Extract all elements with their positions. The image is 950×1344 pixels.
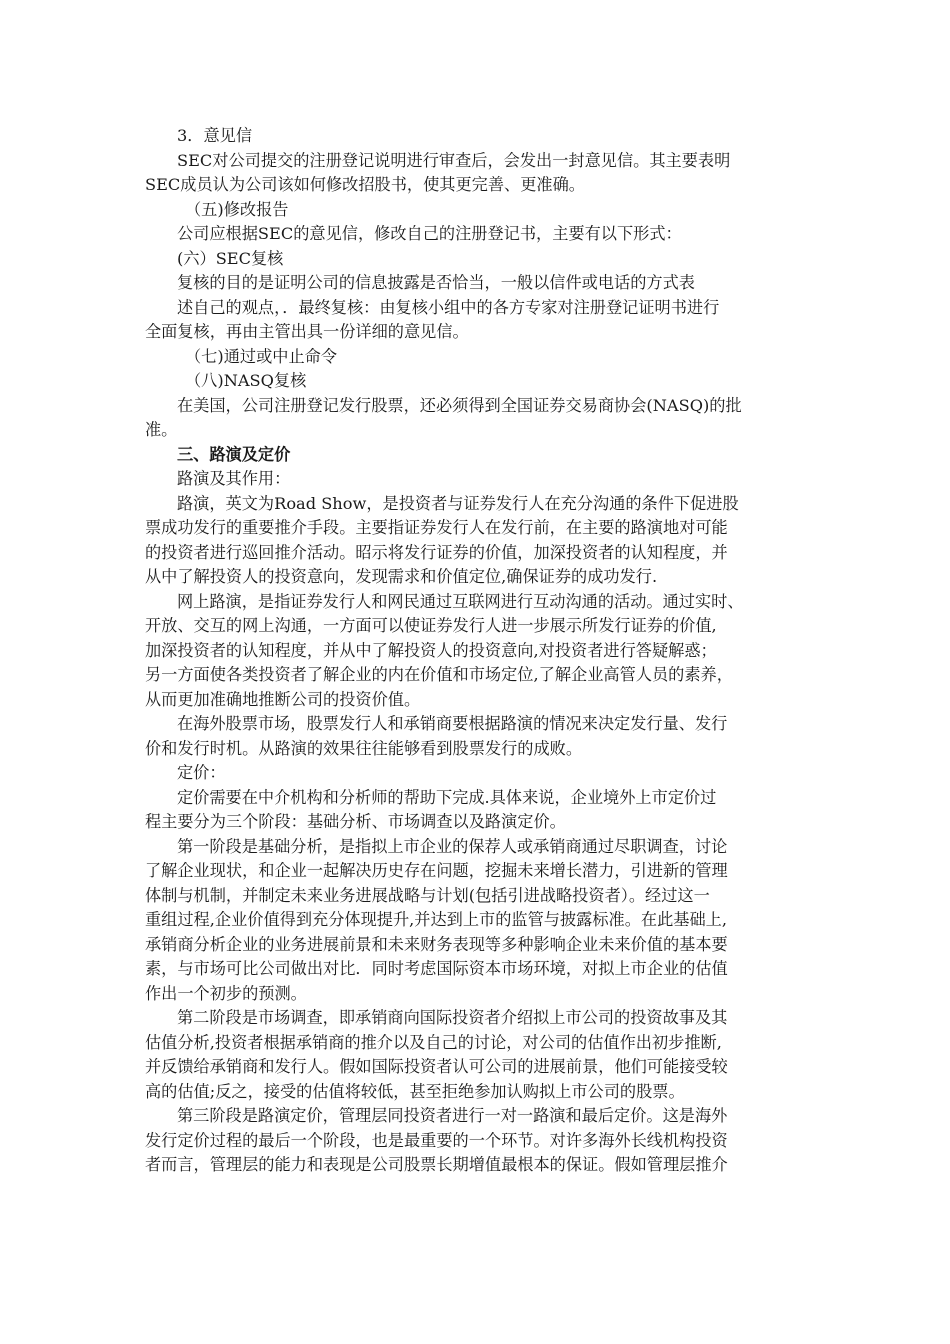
text-line: 路演，英文为Road Show，是投资者与证券发行人在充分沟通的条件下促进股 <box>177 493 739 513</box>
section-heading: 三、路演及定价 <box>177 444 291 464</box>
text-line: 高的估值;反之，接受的估值将较低，甚至拒绝参加认购拟上市公司的股票。 <box>145 1081 685 1101</box>
text-line: 第三阶段是路演定价，管理层同投资者进行一对一路演和最后定价。这是海外 <box>177 1106 728 1125</box>
text-line: 准。 <box>145 420 178 439</box>
text-line: 在海外股票市场，股票发行人和承销商要根据路演的情况来决定发行量、发行 <box>177 714 728 733</box>
text-line: 定价： <box>177 763 226 782</box>
text-line: 述自己的观点，．最终复核：由复核小组中的各方专家对注册登记证明书进行 <box>177 297 720 317</box>
text-line: 开放、交互的网上沟通，一方面可以使证券发行人进一步展示所发行证券的价值, <box>145 616 717 635</box>
text-line: 3．意见信 <box>177 126 253 145</box>
text-line: 者而言，管理层的能力和表现是公司股票长期增值最根本的保证。假如管理层推介 <box>145 1155 728 1174</box>
text-line: 了解企业现状，和企业一起解决历史存在问题，挖掘未来增长潜力，引进新的管理 <box>145 861 728 880</box>
text-line: 定价需要在中介机构和分析师的帮助下完成.具体来说，企业境外上市定价过 <box>177 787 717 807</box>
text-line: 并反馈给承销商和发行人。假如国际投资者认可公司的进展前景，他们可能接受较 <box>145 1057 728 1076</box>
text-line: 复核的目的是证明公司的信息披露是否恰当，一般以信件或电话的方式表 <box>177 273 695 292</box>
text-line: 估值分析,投资者根据承销商的推介以及自己的讨论，对公司的估值作出初步推断, <box>145 1032 722 1052</box>
text-line: 从中了解投资人的投资意向，发现需求和价值定位,确保证券的成功发行. <box>145 567 658 586</box>
text-line: 素，与市场可比公司做出对比．同时考虑国际资本市场环境，对拟上市企业的估值 <box>145 959 728 978</box>
text-line: 作出一个初步的预测。 <box>145 983 307 1003</box>
text-line: （五)修改报告 <box>185 199 289 219</box>
text-line: SEC对公司提交的注册登记说明进行审查后，会发出一封意见信。其主要表明 <box>177 150 731 170</box>
text-line: SEC成员认为公司该如何修改招股书，使其更完善、更准确。 <box>145 175 585 194</box>
text-line: 重组过程,企业价值得到充分体现提升,并达到上市的监管与披露标准。在此基础上, <box>145 910 727 929</box>
document-body <box>145 124 807 1178</box>
text-line: 的投资者进行巡回推介活动。昭示将发行证券的价值，加深投资者的认知程度，并 <box>145 542 728 562</box>
text-line: 发行定价过程的最后一个阶段，也是最重要的一个环节。对许多海外长线机构投资 <box>145 1130 728 1150</box>
text-line: 另一方面使各类投资者了解企业的内在价值和市场定位,了解企业高管人员的素养， <box>145 665 733 684</box>
text-line: 体制与机制，并制定未来业务进展战略与计划(包括引进战略投资者）。经过这一 <box>145 885 710 905</box>
text-line: 在美国，公司注册登记发行股票，还必须得到全国证券交易商协会(NASQ)的批 <box>177 395 742 415</box>
text-line: 公司应根据SEC的意见信，修改自己的注册登记书，主要有以下形式： <box>177 224 682 243</box>
text-line: 票成功发行的重要推介手段。主要指证券发行人在发行前，在主要的路演地对可能 <box>145 518 728 537</box>
text-line: 加深投资者的认知程度，并从中了解投资人的投资意向,对投资者进行答疑解惑； <box>145 640 717 660</box>
text-line: 从而更加准确地推断公司的投资价值。 <box>145 689 421 709</box>
text-line: 网上路演，是指证券发行人和网民通过互联网进行互动沟通的活动。通过实时、 <box>177 591 744 611</box>
text-line: （七)通过或中止命令 <box>185 346 338 366</box>
text-line: 价和发行时机。从路演的效果往往能够看到股票发行的成败。 <box>145 738 583 758</box>
text-line: 路演及其作用： <box>177 469 291 488</box>
text-line: 程主要分为三个阶段：基础分析、市场调查以及路演定价。 <box>145 812 566 831</box>
text-line: 全面复核，再由主管出具一份详细的意见信。 <box>145 322 469 341</box>
text-line: 第一阶段是基础分析，是指拟上市企业的保荐人或承销商通过尽职调查，讨论 <box>177 836 728 856</box>
text-line: 第二阶段是市场调查，即承销商向国际投资者介绍拟上市公司的投资故事及其 <box>177 1008 728 1027</box>
text-line: (六）SEC复核 <box>177 248 284 268</box>
text-line: 承销商分析企业的业务进展前景和未来财务表现等多种影响企业未来价值的基本要 <box>145 934 728 954</box>
text-line: （八)NASQ复核 <box>185 371 307 390</box>
